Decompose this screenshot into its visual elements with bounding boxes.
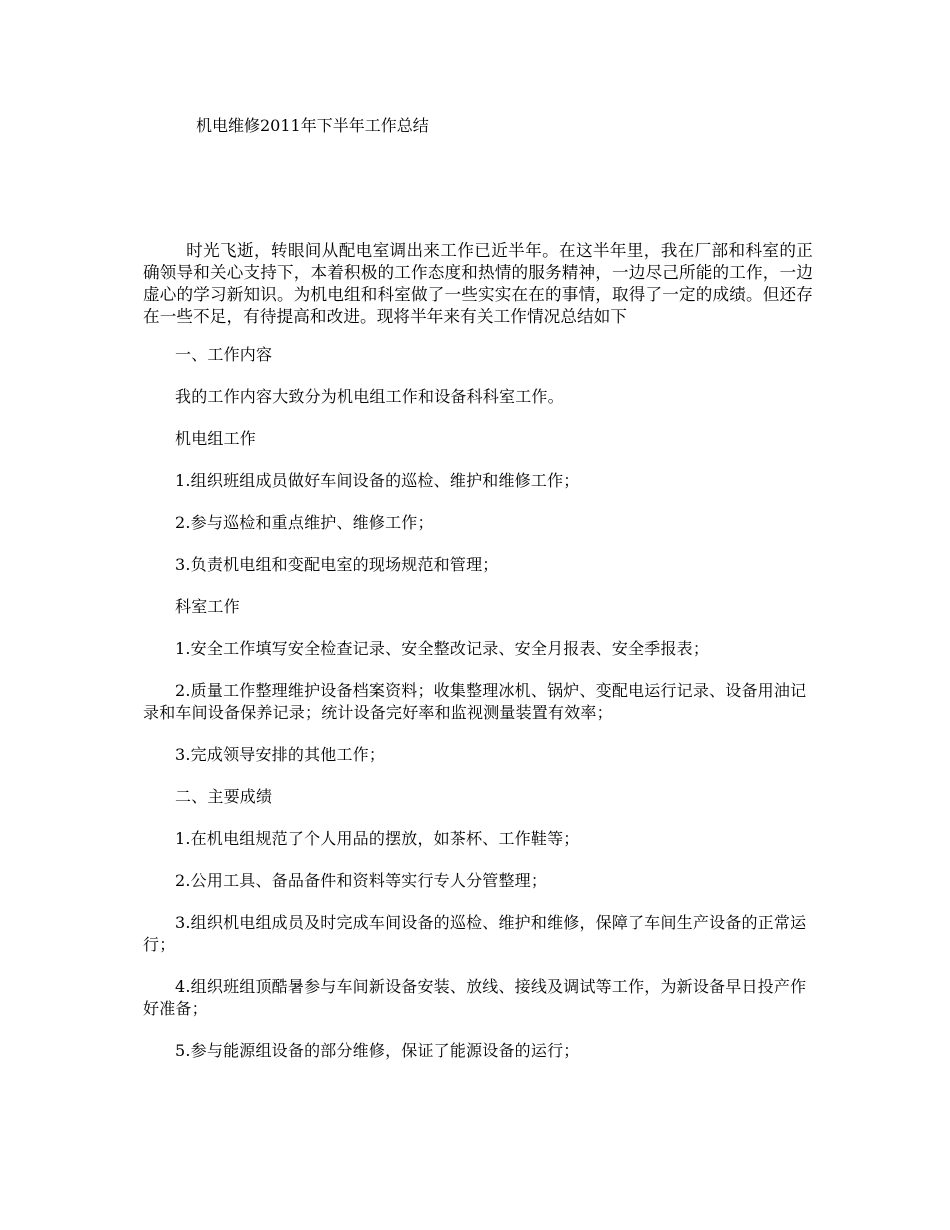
document-body <box>143 240 813 1082</box>
list-item: 2.公用工具、备品备件和资料等实行专人分管整理； <box>175 871 548 890</box>
section-heading-work-content: 一、工作内容 <box>175 345 273 364</box>
list-item: 1.安全工作填写安全检查记录、安全整改记录、安全月报表、安全季报表； <box>175 639 710 658</box>
document-title: 机电维修2011年下半年工作总结 <box>196 116 429 135</box>
list-item: 5.参与能源组设备的部分维修，保证了能源设备的运行； <box>175 1041 580 1060</box>
list-item: 3.组织机电组成员及时完成车间设备的巡检、维护和维修，保障了车间生产设备的正常运行； <box>143 913 807 954</box>
subheading-electromechanical-group: 机电组工作 <box>175 429 257 448</box>
subheading-office-work: 科室工作 <box>175 597 240 616</box>
section-heading-main-achievements: 二、主要成绩 <box>175 787 273 806</box>
list-item: 1.在机电组规范了个人用品的摆放，如茶杯、工作鞋等； <box>175 829 580 848</box>
list-item: 1.组织班组成员做好车间设备的巡检、维护和维修工作； <box>175 471 580 490</box>
list-item: 3.完成领导安排的其他工作； <box>175 745 386 764</box>
paragraph-work-scope: 我的工作内容大致分为机电组工作和设备科科室工作。 <box>175 387 564 406</box>
intro-paragraph: 时光飞逝，转眼间从配电室调出来工作已近半年。在这半年里，我在厂部和科室的正确领导和关心支持下，本着积极的工作态度和热情的服务精神，一边尽己所能的工作，一边虚心的学习新知识。为机电组和科室做了一些实实在在的事情，取得了一定的成绩。但还存在一些不足，有待提高和改进。现将半年来有关工作情况总结如下 <box>143 241 813 326</box>
list-item: 4.组织班组顶酷暑参与车间新设备安装、放线、接线及调试等工作，为新设备早日投产作好准备； <box>143 977 807 1018</box>
list-item: 2.参与巡检和重点维护、维修工作； <box>175 513 434 532</box>
list-item: 3.负责机电组和变配电室的现场规范和管理； <box>175 555 499 574</box>
list-item: 2.质量工作整理维护设备档案资料；收集整理冰机、锅炉、变配电运行记录、设备用油记录和车间设备保养记录；统计设备完好率和监视测量装置有效率； <box>143 681 807 722</box>
